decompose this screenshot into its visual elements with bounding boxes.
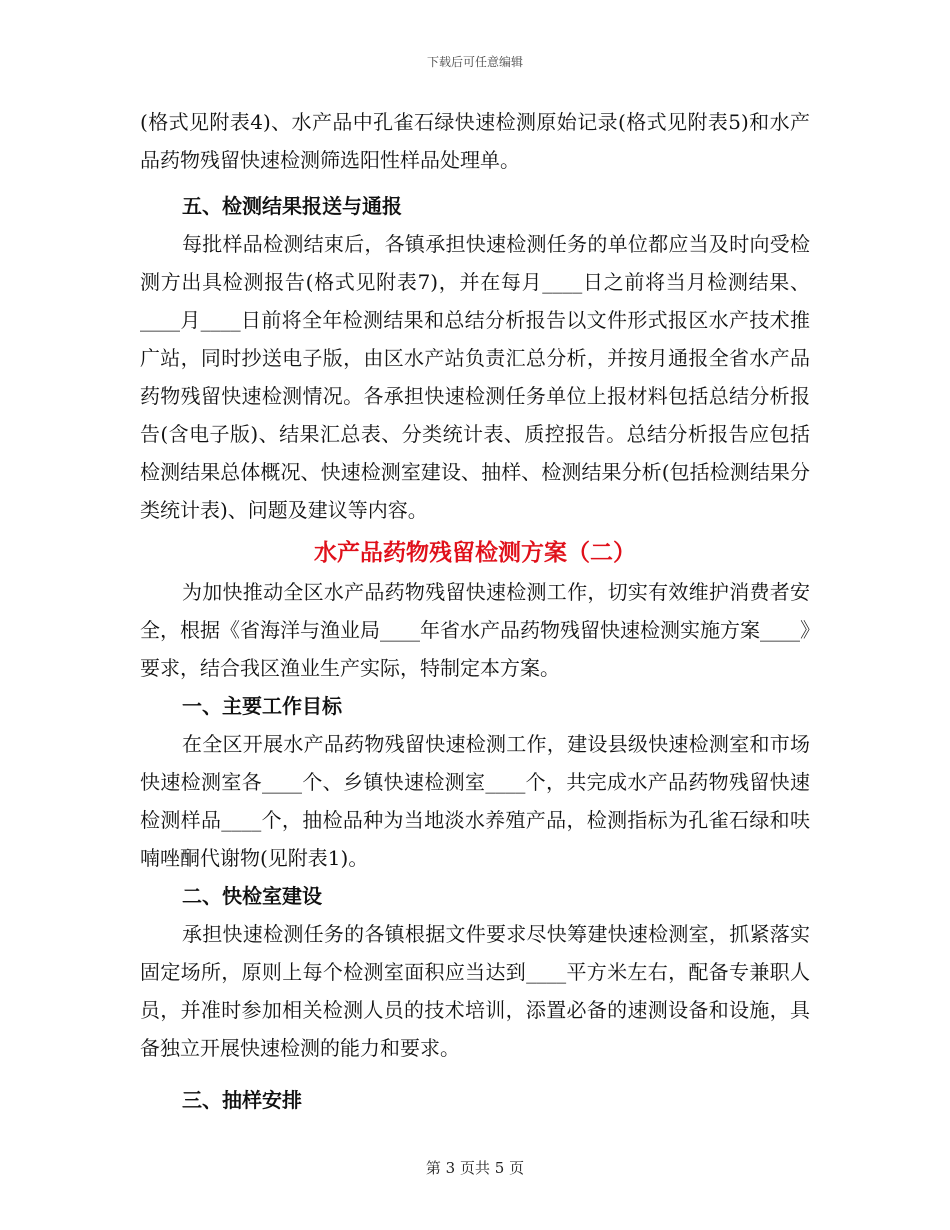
page-header: 下载后可任意编辑 [426, 55, 523, 69]
section-heading-1: 一、主要工作目标 [182, 694, 342, 718]
paragraph-intro: 为加快推动全区水产品药物残留快速检测工作，切实有效维护消费者安全，根据《省海洋与渔业局____年省水产品药物残留快速检测实施方案____》要求，结合我区渔业生产实际，特制定本方案。 [140, 580, 810, 680]
paragraph-reporting: 每批样品检测结束后，各镇承担快速检测任务的单位都应当及时向受检测方出具检测报告(格式见附表7)，并在每月____日之前将当月检测结果、____月____日前将全年检测结果和总结分析报告以文件形式报区水产技术推广站，同时抄送电子版，由区水产站负责汇总分析，并按月通报全省水产品药物残留快速检测情况。各承担快速检测任务单位上报材料包括总结分析报告(含电子版)、结果汇总表、分类统计表、质控报告。总结分析报告应包括检测结果总体概况、快速检测室建设、抽样、检测结果分析(包括检测结果分类统计表)、问题及建议等内容。 [140, 232, 810, 522]
section-heading-5: 五、检测结果报送与通报 [182, 194, 402, 218]
section-heading-2: 二、快检室建设 [182, 884, 322, 908]
page-footer: 第 3 页共 5 页 [425, 1159, 525, 1177]
paragraph-goals: 在全区开展水产品药物残留快速检测工作，建设县级快速检测室和市场快速检测室各____个、乡镇快速检测室____个，共完成水产品药物残留快速检测样品____个，抽检品种为当地淡水养殖产品，检测指标为孔雀石绿和呋喃唑酮代谢物(见附表1)。 [140, 732, 810, 870]
section-heading-3: 三、抽样安排 [182, 1088, 302, 1112]
document-title: 水产品药物残留检测方案（二） [314, 539, 636, 566]
document-body [140, 103, 810, 1119]
paragraph-continuation: (格式见附表4)、水产品中孔雀石绿快速检测原始记录(格式见附表5)和水产品药物残留快速检测筛选阳性样品处理单。 [140, 110, 810, 172]
paragraph-lab-construction: 承担快速检测任务的各镇根据文件要求尽快筹建快速检测室，抓紧落实固定场所，原则上每个检测室面积应当达到____平方米左右，配备专兼职人员，并准时参加相关检测人员的技术培训，添置必备的速测设备和设施，具备独立开展快速检测的能力和要求。 [140, 922, 810, 1060]
